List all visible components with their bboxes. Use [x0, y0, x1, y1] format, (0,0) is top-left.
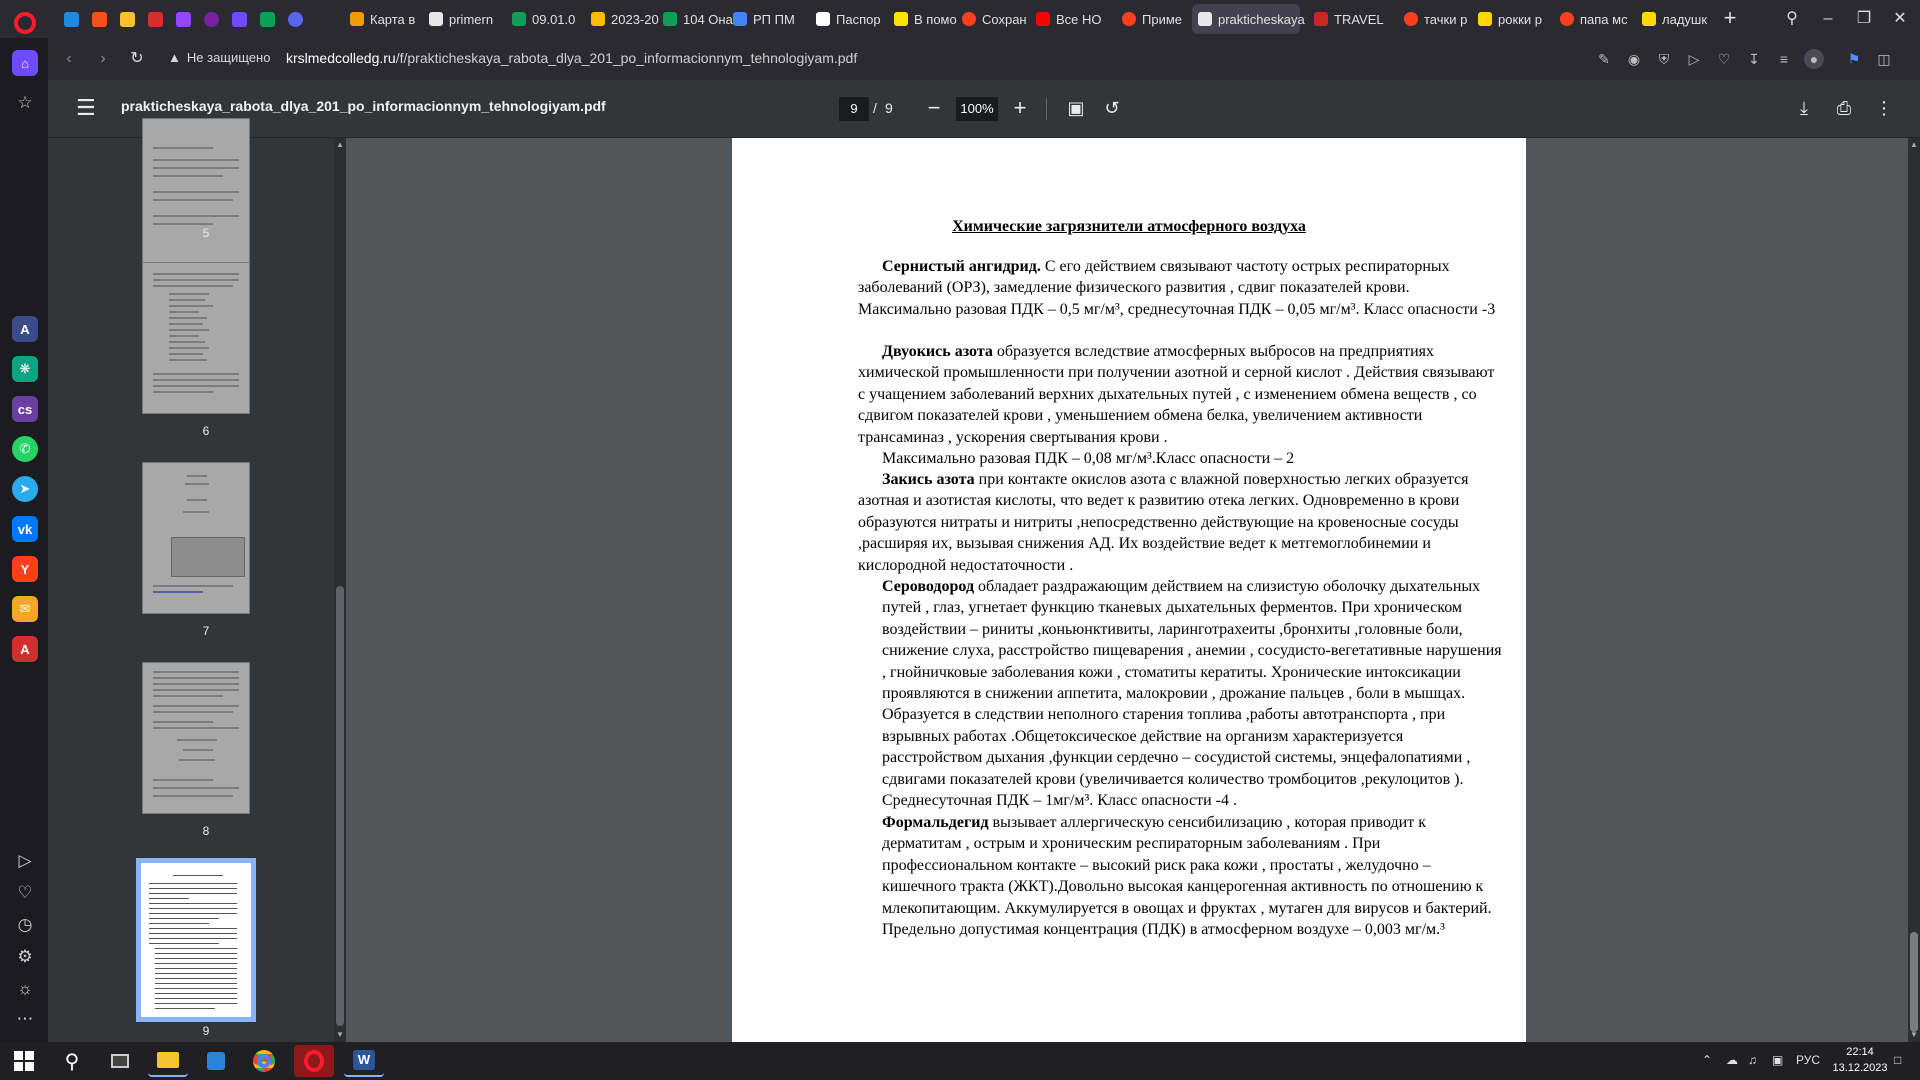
pinned-tab-twitch[interactable]	[170, 5, 196, 33]
bookmark-heart-icon[interactable]: ♡	[1717, 51, 1731, 67]
translate-icon[interactable]: A	[12, 636, 38, 662]
tab-1[interactable]: primern	[423, 4, 501, 34]
scroll-up-icon[interactable]: ▲	[1910, 140, 1918, 149]
paragraph-nitrogen-dioxide	[858, 341, 1498, 448]
pdf-filename: prakticheskaya_rabota_dlya_201_po_informacionnym_tehnologiyam.pdf	[121, 98, 606, 114]
flag-icon[interactable]: ⚑	[1847, 51, 1861, 67]
paragraph-sulfur	[858, 256, 1498, 320]
start-windows-icon[interactable]	[4, 1045, 44, 1077]
home-icon[interactable]: ⌂	[12, 50, 38, 76]
page-thumbnail-5[interactable]	[142, 118, 250, 270]
tab-3[interactable]: 2023-20	[585, 4, 663, 34]
toolbar-divider	[1046, 98, 1047, 120]
easy-setup-icon[interactable]: ≡	[1779, 51, 1789, 67]
text-hydrogen-sulfide: обладает раздражающим действием на слизистую оболочку дыхательных путей , глаз, угнетает функцию тканевых дыхательных ферментов. При хроническом воздействии – риниты ,коньюнктивиты, ларинготрахеиты ,бронхиты ,головные боли, снижение слуха, расстройство пищеварения , анемии , сосудисто-вегетативные нарушения , гнойничковые заболевания кожи , стоматиты кератиты. Хронические интоксикации проявляются в снижении аппетита, малокровии , дрожание пальцев , боли в мышцах. Образуется в следствии неполного старения топлива ,работы автотранспорта , при взрывных работах .Общетоксическое действие на организм характеризуется расстройством дыхания ,функции сердечно – сосудистой системы, энцефалопатиями , сдвигами показателей крови (увеличивается количество тромбоцитов ,рекулоцитов ). Среднесуточная ПДК – 1мг/м³. Класс опасности -4 .	[882, 578, 1502, 810]
back-icon[interactable]: ‹	[66, 50, 72, 67]
scroll-down-icon[interactable]: ▼	[1910, 1030, 1918, 1039]
text-nitrogen-dioxide: образуется вследствие атмосферных выбросов на предприятиях химической промышленности при получении азотной и серной кислот . Действия связывают с учащением заболеваний верхних дыхательных путей , с изменением обмена веществ , со сдвигом показателей крови , уменьшением обмена белка, увеличением активности трансаминаз , ускорения свертывания крови .	[858, 343, 1495, 446]
thumbnail-scrollbar-thumb[interactable]	[336, 586, 344, 1026]
sheets-icon	[512, 12, 526, 26]
tab-13[interactable]: тачки р	[1398, 4, 1472, 34]
restore-icon[interactable]: ❐	[1856, 10, 1872, 27]
pdf-toolbar	[48, 80, 1920, 138]
document-icon	[816, 12, 830, 26]
download-icon[interactable]: ⤓	[1800, 98, 1808, 118]
insecure-label: Не защищено	[186, 50, 271, 65]
page-total: 9	[885, 100, 893, 116]
tab-9[interactable]: Все НО	[1030, 4, 1108, 34]
thumbnail-label-8: 8	[202, 824, 210, 838]
mail-icon[interactable]: ✉	[12, 596, 38, 622]
page-thumbnail-9-selected[interactable]	[136, 858, 256, 1022]
opera-sidebar	[0, 38, 48, 1042]
address-bar	[48, 38, 1920, 80]
paragraph-formaldehyde	[882, 812, 1502, 940]
yandex-icon	[1404, 12, 1418, 26]
docs-icon	[733, 12, 747, 26]
notifications-icon[interactable]: □	[1894, 1053, 1902, 1067]
tab-strip	[0, 0, 1920, 38]
term-nitrous-oxide: Закись азота	[882, 471, 975, 488]
kinopoisk-icon	[1478, 12, 1492, 26]
tab-0[interactable]: Карта в	[344, 4, 422, 34]
tray-overflow-icon[interactable]: ⌃	[1702, 1053, 1713, 1067]
pinboard-icon[interactable]: ☆	[17, 93, 33, 112]
page-separator: /	[873, 100, 877, 116]
thumbnail-label-6: 6	[202, 424, 210, 438]
edit-icon[interactable]: ✎	[1598, 51, 1610, 67]
yandex-icon	[894, 12, 908, 26]
chatsonic-icon[interactable]: cs	[12, 396, 38, 422]
opera-taskbar-icon[interactable]	[294, 1045, 334, 1077]
tips-bulb-icon[interactable]: ☼	[17, 979, 33, 998]
tab-7[interactable]: В помо	[888, 4, 960, 34]
shield-icon[interactable]: ⛨	[1658, 51, 1670, 67]
page-thumbnail-6[interactable]	[142, 262, 250, 414]
yandex-icon[interactable]: Y	[12, 556, 38, 582]
page-thumbnail-8[interactable]	[142, 662, 250, 814]
thumbnail-label-9: 9	[202, 1024, 210, 1038]
tab-favicon-icon	[350, 12, 364, 26]
profile-icon[interactable]: ●	[1804, 49, 1824, 69]
drive-icon	[591, 12, 605, 26]
snapshot-camera-icon[interactable]: ◉	[1627, 51, 1641, 67]
pinned-tab-proton[interactable]	[226, 5, 252, 33]
thumbnail-pane	[48, 138, 338, 1042]
yandex-icon	[1560, 12, 1574, 26]
term-nitrogen-dioxide: Двуокись азота	[882, 343, 993, 360]
zoom-in-icon[interactable]: +	[1013, 95, 1027, 120]
page-number-input[interactable]: 9	[839, 97, 869, 121]
tab-8[interactable]: Сохран	[956, 4, 1030, 34]
term-sulfur-anhydride: Сернистый ангидрид.	[882, 258, 1041, 275]
pinned-tab-discord[interactable]	[282, 5, 308, 33]
store-icon[interactable]	[196, 1045, 236, 1077]
paragraph-hydrogen-sulfide	[882, 576, 1502, 811]
security-indicator[interactable]	[168, 50, 270, 65]
warning-icon: ▲	[168, 50, 181, 65]
viewer-scrollbar[interactable]	[1908, 138, 1920, 1042]
thumbnail-scrollbar[interactable]	[334, 138, 346, 1042]
opera-logo-icon[interactable]	[14, 12, 36, 34]
rotate-icon[interactable]: ↺	[1104, 98, 1120, 118]
search-tabs-icon[interactable]: ⚲	[1786, 10, 1798, 27]
word-icon[interactable]: W	[344, 1045, 384, 1077]
term-formaldehyde: Формальдегид	[882, 814, 989, 831]
url-field[interactable]	[286, 50, 857, 66]
more-dots-icon[interactable]: ⋯	[16, 1009, 34, 1028]
youtube-icon	[1036, 12, 1050, 26]
send-icon[interactable]: ▷	[1688, 51, 1700, 67]
scroll-down-icon[interactable]: ▼	[336, 1030, 344, 1039]
pinned-tab-red[interactable]	[142, 5, 168, 33]
sidebar-menu-icon[interactable]: ☰	[76, 95, 96, 120]
downloads-icon[interactable]: ↧	[1748, 51, 1760, 67]
player-icon[interactable]: ▷	[18, 851, 32, 870]
search-icon[interactable]: ⚲	[64, 1050, 80, 1073]
close-window-icon[interactable]: ✕	[1893, 10, 1907, 27]
page-thumbnail-7[interactable]	[142, 462, 250, 614]
forward-icon[interactable]: ›	[100, 50, 106, 67]
travel-icon	[1314, 12, 1328, 26]
history-icon[interactable]: ◷	[17, 915, 33, 934]
document-title: Химические загрязнители атмосферного воздуха	[952, 218, 1306, 235]
kinopoisk-icon	[1642, 12, 1656, 26]
pinned-tab-purple[interactable]	[198, 5, 224, 33]
zoom-out-icon[interactable]: −	[927, 95, 941, 120]
heart-icon[interactable]: ♡	[17, 883, 33, 902]
sheets-icon	[663, 12, 677, 26]
clock-time[interactable]: 22:14	[1846, 1046, 1874, 1058]
text-sulfur: С его действием связывают частоту острых респираторных заболеваний (ОРЗ), замедление физического развития , сдвиг показателей крови. Максимально разовая ПДК – 0,5 мг/м³, среднесуточная ПДК – 0,05 мг/м³. Класс опасности -3	[858, 258, 1496, 318]
thumbnail-label-7: 7	[202, 624, 210, 638]
fit-page-icon[interactable]: ▣	[1067, 98, 1085, 118]
extensions-cube-icon[interactable]: ◫	[1877, 51, 1891, 67]
reload-icon[interactable]: ↻	[130, 50, 144, 67]
network-icon[interactable]: ▣	[1772, 1053, 1784, 1067]
tab-14[interactable]: рокки р	[1472, 4, 1546, 34]
vk-icon[interactable]: vk	[12, 516, 38, 542]
pdf-icon	[1198, 12, 1212, 26]
settings-gear-icon[interactable]: ⚙	[17, 947, 33, 966]
windows-taskbar	[0, 1042, 1920, 1080]
yandex-icon	[1122, 12, 1136, 26]
url-domain: krslmedcolledg.ru	[286, 50, 396, 66]
file-explorer-icon[interactable]	[148, 1045, 188, 1077]
pinned-tab-sheets[interactable]	[254, 5, 280, 33]
pinned-tab-mail2[interactable]	[86, 5, 112, 33]
tab-5[interactable]: РП ПМ	[727, 4, 805, 34]
clock-date[interactable]: 13.12.2023	[1832, 1062, 1888, 1074]
minimize-icon[interactable]: –	[1823, 10, 1833, 27]
task-view-icon[interactable]	[100, 1045, 140, 1077]
pdf-viewer	[346, 138, 1908, 1042]
scroll-up-icon[interactable]: ▲	[336, 140, 344, 149]
chrome-icon[interactable]	[244, 1045, 284, 1077]
bluetooth-icon[interactable]: ☁	[1726, 1053, 1738, 1067]
chatgpt-icon[interactable]: ❋	[12, 356, 38, 382]
volume-icon[interactable]: ♫	[1748, 1053, 1757, 1067]
tab-11-active[interactable]: prakticheskaya	[1192, 4, 1300, 34]
aria-icon[interactable]: A	[12, 316, 38, 342]
thumbnail-label-5: 5	[202, 226, 210, 240]
more-options-icon[interactable]: ⋮	[1875, 98, 1893, 118]
document-icon	[429, 12, 443, 26]
whatsapp-icon[interactable]: ✆	[12, 436, 38, 462]
viewer-scrollbar-thumb[interactable]	[1910, 932, 1918, 1032]
paragraph-no2-limit: Максимально разовая ПДК – 0,08 мг/м³.Класс опасности – 2	[882, 450, 1295, 467]
pdf-page-9	[732, 138, 1526, 1042]
text-nitrous-oxide: при контакте окислов азота с влажной поверхностью легких образуется азотная и азотистая кислоты, что ведет к развитию отека легких. Одновременно в крови образуются нитраты и нитриты ,непосредственно действующие на кровеносные сосуды ,расширяя их, вызывая снижения АД. Их воздействие ведет к метгемоглобинемии и кислородной недостаточности .	[858, 471, 1469, 574]
language-indicator[interactable]: РУС	[1796, 1053, 1821, 1067]
paragraph-nitrous-oxide	[858, 469, 1498, 576]
tab-2[interactable]: 09.01.0	[506, 4, 584, 34]
tab-10[interactable]: Приме	[1116, 4, 1192, 34]
term-hydrogen-sulfide: Сероводород	[882, 578, 975, 595]
tab-12[interactable]: TRAVEL	[1308, 4, 1380, 34]
url-path: /f/prakticheskaya_rabota_dlya_201_po_informacionnym_tehnologiyam.pdf	[395, 50, 858, 66]
pinned-tab-mail[interactable]	[58, 5, 84, 33]
print-icon[interactable]: ⎙	[1836, 98, 1852, 118]
yandex-icon	[962, 12, 976, 26]
zoom-input[interactable]: 100%	[956, 97, 998, 121]
tab-15[interactable]: папа мс	[1554, 4, 1628, 34]
pinned-tab-folder[interactable]	[114, 5, 140, 33]
new-tab-plus-icon[interactable]: +	[1723, 5, 1737, 30]
tab-4[interactable]: 104 Она	[657, 4, 735, 34]
tab-16[interactable]: ладушк	[1636, 4, 1710, 34]
tab-6[interactable]: Паспор	[810, 4, 888, 34]
text-formaldehyde: вызывает аллергическую сенсибилизацию , которая приводит к дерматитам , острым и хроническим респираторным заболеваниям . При профессиональном контакте – высокий риск рака кожи , простаты , желудочно – кишечного тракта (ЖКТ).Довольно высокая канцерогенная активность по отношению к млекопитающим. Аккумулируется в овощах и фруктах , мутаген для вирусов и бактерий. Предельно допустимая концентрация (ПДК) в атмосферном воздухе – 0,003 мг/м.³	[882, 814, 1492, 939]
telegram-icon[interactable]: ➤	[12, 476, 38, 502]
